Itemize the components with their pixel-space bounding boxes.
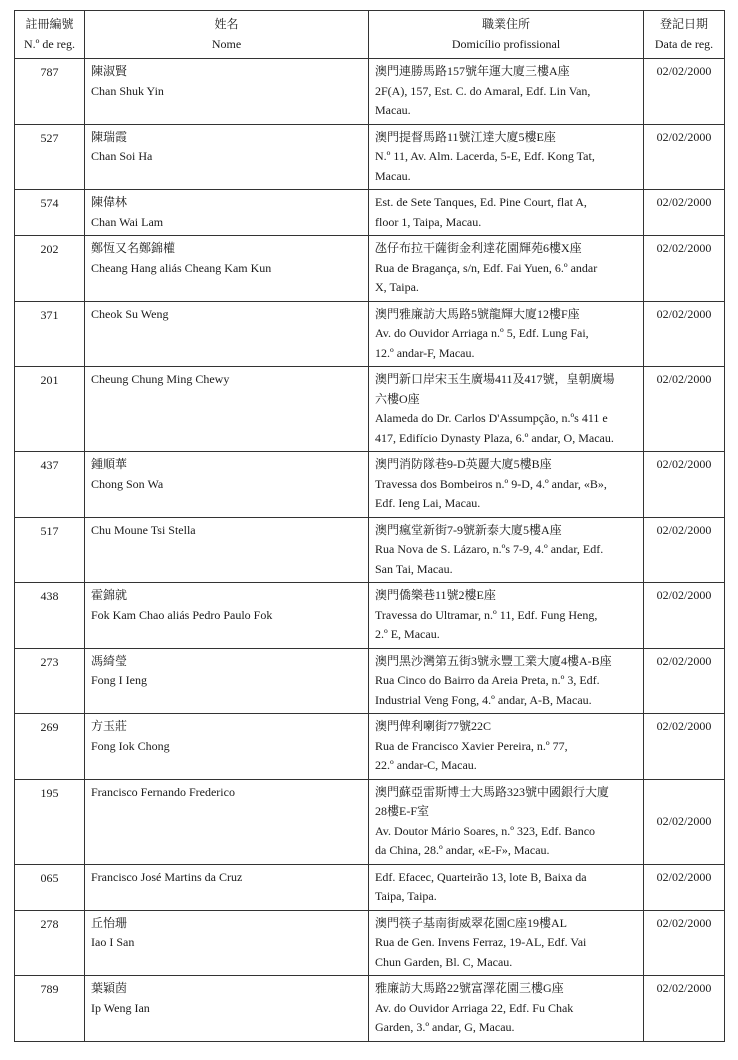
name-line: Chu Moune Tsi Stella <box>91 522 196 537</box>
table-row <box>15 367 725 452</box>
name-line: Cheung Chung Ming Chewy <box>91 372 230 386</box>
address-line: 澳門僑樂巷11號2樓E座 <box>375 588 496 602</box>
reg-number: 195 <box>15 779 85 864</box>
professional-address <box>369 59 644 125</box>
professional-address <box>369 236 644 302</box>
reg-number: 527 <box>15 124 85 190</box>
header-date-pt: Data de reg. <box>654 37 714 51</box>
registration-date: 02/02/2000 <box>644 714 725 780</box>
address-line: 六樓O座 <box>375 391 420 406</box>
person-name <box>85 910 369 976</box>
person-name <box>85 517 369 583</box>
reg-number: 269 <box>15 714 85 780</box>
address-line: Rua Cinco do Bairro da Areia Preta, n.º 3, Edf. <box>375 673 600 687</box>
header-reg-number <box>15 11 85 59</box>
address-line: Garden, 3.º andar, G, Macau. <box>375 1020 515 1034</box>
address-line: Rua de Gen. Invens Ferraz, 19-AL, Edf. Vai <box>375 935 587 949</box>
address-line: 2.º E, Macau. <box>375 627 440 641</box>
professional-address <box>369 367 644 452</box>
address-line: da China, 28.º andar, «E-F», Macau. <box>375 843 550 857</box>
person-name <box>85 452 369 518</box>
address-line: Av. do Ouvidor Arriaga n.º 5, Edf. Lung Fai, <box>375 326 589 340</box>
address-line: Industrial Veng Fong, 4.º andar, A-B, Macau. <box>375 692 592 707</box>
name-line: Fong Iok Chong <box>91 738 170 753</box>
header-name-pt: Nome <box>211 37 242 51</box>
name-line: Cheok Su Weng <box>91 306 169 321</box>
registration-date: 02/02/2000 <box>644 910 725 976</box>
table-row <box>15 517 725 583</box>
address-line: 澳門消防隊巷9-D英麗大廈5樓B座 <box>375 457 552 471</box>
name-line: Cheang Hang aliás Cheang Kam Kun <box>91 260 272 275</box>
header-address <box>369 11 644 59</box>
address-line: 澳門雅廉訪大馬路5號龍輝大廈12樓F座 <box>375 306 580 321</box>
registration-date: 02/02/2000 <box>644 452 725 518</box>
reg-number: 574 <box>15 190 85 236</box>
header-name <box>85 11 369 59</box>
address-line: Travessa do Ultramar, n.º 11, Edf. Fung Heng, <box>375 607 598 622</box>
address-line: 澳門俾利喇街77號22C <box>375 719 492 733</box>
address-line: 澳門黑沙灣第五街3號永豐工業大廈4樓A-B座 <box>375 653 612 668</box>
header-date-zh: 登記日期 <box>659 17 708 31</box>
address-line: 澳門瘋堂新街7-9號新泰大廈5樓A座 <box>375 522 562 537</box>
name-line: Chan Shuk Yin <box>91 83 164 98</box>
professional-address <box>369 714 644 780</box>
professional-address <box>369 452 644 518</box>
reg-number: 371 <box>15 301 85 367</box>
address-line: X, Taipa. <box>375 280 419 294</box>
name-line: Chan Soi Ha <box>91 149 153 163</box>
table-row <box>15 301 725 367</box>
name-line: 陳偉林 <box>91 195 128 209</box>
person-name <box>85 236 369 302</box>
address-line: 澳門提督馬路11號江達大廈5樓E座 <box>375 129 556 144</box>
person-name <box>85 648 369 714</box>
address-line: Rua de Bragança, s/n, Edf. Fai Yuen, 6.º andar <box>375 260 598 275</box>
address-line: San Tai, Macau. <box>375 561 453 576</box>
registry-table <box>14 10 725 1042</box>
table-row <box>15 236 725 302</box>
registration-date: 02/02/2000 <box>644 583 725 649</box>
reg-number: 278 <box>15 910 85 976</box>
address-line: 28樓E-F室 <box>375 804 430 818</box>
person-name <box>85 976 369 1042</box>
person-name <box>85 864 369 910</box>
address-line: 雅廉訪大馬路22號富澤花園三樓G座 <box>375 981 564 995</box>
registration-date: 02/02/2000 <box>644 367 725 452</box>
table-row <box>15 910 725 976</box>
address-line: 澳門連勝馬路157號年運大廈三樓A座 <box>375 64 570 78</box>
person-name <box>85 124 369 190</box>
address-line: N.º 11, Av. Alm. Lacerda, 5-E, Edf. Kong Tat, <box>375 149 595 163</box>
name-line: 葉穎茵 <box>91 981 128 995</box>
name-line: 馮綺瑩 <box>91 653 128 668</box>
person-name <box>85 779 369 864</box>
address-line: Edf. Ieng Lai, Macau. <box>375 496 481 510</box>
professional-address <box>369 779 644 864</box>
professional-address <box>369 910 644 976</box>
reg-number: 789 <box>15 976 85 1042</box>
professional-address <box>369 976 644 1042</box>
header-reg-number-pt: N.º de reg. <box>23 37 76 51</box>
person-name <box>85 714 369 780</box>
registration-date: 02/02/2000 <box>644 301 725 367</box>
address-line: 12.º andar-F, Macau. <box>375 345 475 360</box>
header-date <box>644 11 725 59</box>
registration-date: 02/02/2000 <box>644 864 725 910</box>
header-address-zh: 職業住所 <box>481 17 530 31</box>
address-line: 澳門新口岸宋玉生廣場411及417號，皇朝廣場 <box>375 372 615 386</box>
name-line: 丘怡珊 <box>91 915 128 930</box>
registration-date: 02/02/2000 <box>644 976 725 1042</box>
registration-date: 02/02/2000 <box>644 124 725 190</box>
address-line: Rua Nova de S. Lázaro, n.ºs 7-9, 4.º andar, Edf. <box>375 542 604 556</box>
name-line: Iao I San <box>91 935 135 949</box>
reg-number: 517 <box>15 517 85 583</box>
professional-address <box>369 124 644 190</box>
professional-address <box>369 517 644 583</box>
name-line: 鄭恆又名鄭錦權 <box>91 241 176 255</box>
reg-number: 201 <box>15 367 85 452</box>
registry-document <box>14 10 724 1042</box>
person-name <box>85 583 369 649</box>
address-line: 澳門筷子基南街威翠花園C座19樓AL <box>375 915 568 930</box>
address-line: Chun Garden, Bl. C, Macau. <box>375 954 513 969</box>
table-row <box>15 779 725 864</box>
name-line: Francisco Fernando Frederico <box>91 784 235 799</box>
address-line: Taipa, Taipa. <box>375 889 437 903</box>
address-line: 22.º andar-C, Macau. <box>375 758 477 772</box>
header-address-pt: Domicílio profissional <box>451 37 561 51</box>
name-line: 霍錦就 <box>91 588 128 602</box>
name-line: 鍾順華 <box>91 457 128 471</box>
address-line: floor 1, Taipa, Macau. <box>375 214 482 229</box>
name-line: Chong Son Wa <box>91 476 164 491</box>
name-line: Fok Kam Chao aliás Pedro Paulo Fok <box>91 607 273 622</box>
address-line: 2F(A), 157, Est. C. do Amaral, Edf. Lin Van, <box>375 83 591 98</box>
professional-address <box>369 583 644 649</box>
header-reg-number-zh: 註冊編號 <box>25 17 74 31</box>
table-row <box>15 583 725 649</box>
registration-date: 02/02/2000 <box>644 517 725 583</box>
table-row <box>15 714 725 780</box>
professional-address <box>369 864 644 910</box>
address-line: 澳門蘇亞雷斯博士大馬路323號中國銀行大廈 <box>375 784 610 799</box>
registration-date: 02/02/2000 <box>644 648 725 714</box>
reg-number: 437 <box>15 452 85 518</box>
header-name-zh: 姓名 <box>214 17 239 31</box>
registration-date: 02/02/2000 <box>644 190 725 236</box>
table-row <box>15 648 725 714</box>
professional-address <box>369 190 644 236</box>
name-line: 陳淑賢 <box>91 64 128 78</box>
name-line: Fong I Ieng <box>91 673 147 687</box>
address-line: Alameda do Dr. Carlos D'Assumpção, n.ºs 411 e <box>375 411 608 425</box>
table-row <box>15 124 725 190</box>
address-line: Macau. <box>375 103 411 117</box>
address-line: Travessa dos Bombeiros n.º 9-D, 4.º andar, «B», <box>375 476 607 491</box>
address-line: Macau. <box>375 168 411 183</box>
address-line: Edf. Efacec, Quarteirão 13, lote B, Baixa da <box>375 869 587 884</box>
reg-number: 438 <box>15 583 85 649</box>
address-line: 氹仔布拉干薩街金利達花園輝苑6樓X座 <box>375 241 582 255</box>
name-line: Francisco José Martins da Cruz <box>91 869 243 884</box>
person-name <box>85 367 369 452</box>
person-name <box>85 301 369 367</box>
name-line: Ip Weng Ian <box>91 1000 150 1015</box>
reg-number: 065 <box>15 864 85 910</box>
reg-number: 202 <box>15 236 85 302</box>
table-row <box>15 976 725 1042</box>
name-line: Chan Wai Lam <box>91 214 164 229</box>
reg-number: 787 <box>15 59 85 125</box>
address-line: Est. de Sete Tanques, Ed. Pine Court, flat A, <box>375 195 587 209</box>
professional-address <box>369 648 644 714</box>
address-line: Rua de Francisco Xavier Pereira, n.º 77, <box>375 738 568 753</box>
table-row <box>15 864 725 910</box>
name-line: 陳瑞霞 <box>91 129 128 144</box>
address-line: 417, Edifício Dynasty Plaza, 6.º andar, O, Macau. <box>375 430 614 445</box>
person-name <box>85 59 369 125</box>
table-row <box>15 190 725 236</box>
address-line: Av. Doutor Mário Soares, n.º 323, Edf. Banco <box>375 823 596 838</box>
registration-date: 02/02/2000 <box>644 236 725 302</box>
address-line: Av. do Ouvidor Arriaga 22, Edf. Fu Chak <box>375 1000 574 1015</box>
registration-date: 02/02/2000 <box>644 59 725 125</box>
reg-number: 273 <box>15 648 85 714</box>
registration-date: 02/02/2000 <box>644 779 725 864</box>
table-row <box>15 452 725 518</box>
professional-address <box>369 301 644 367</box>
header-row <box>15 11 725 59</box>
person-name <box>85 190 369 236</box>
table-row <box>15 59 725 125</box>
name-line: 方玉莊 <box>91 719 128 733</box>
